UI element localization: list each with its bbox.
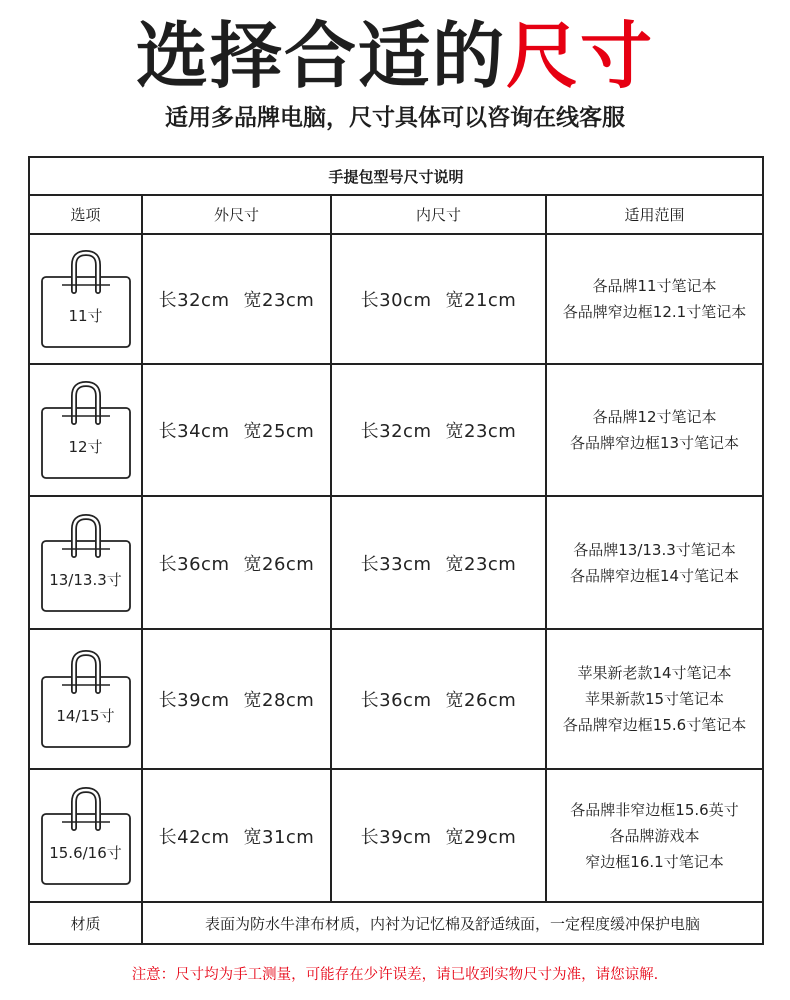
usage-line: 各品牌12寸笔记本	[592, 408, 717, 426]
inner-length: 长32cm	[360, 421, 432, 442]
inner-width: 宽21cm	[445, 290, 517, 311]
size-label: 12寸	[68, 438, 103, 456]
table-row	[29, 234, 763, 364]
outer-length: 长34cm	[158, 421, 230, 442]
table-row	[29, 769, 763, 902]
title-highlight: 尺寸	[506, 14, 655, 98]
inner-width: 宽23cm	[445, 421, 517, 442]
inner-length: 长36cm	[360, 690, 432, 711]
usage-line: 苹果新款15寸笔记本	[584, 690, 725, 708]
page-title	[0, 14, 790, 98]
size-option-cell	[29, 364, 142, 496]
usage-line: 苹果新老款14寸笔记本	[577, 664, 732, 682]
table-caption: 手提包型号尺寸说明	[29, 157, 763, 195]
usage-line: 各品牌窄边框15.6寸笔记本	[562, 716, 747, 734]
usage-cell	[546, 234, 763, 364]
title-main: 选择合适的	[135, 14, 506, 98]
size-table	[28, 156, 764, 945]
material-label: 材质	[29, 902, 142, 944]
usage-line: 各品牌窄边框14寸笔记本	[569, 566, 740, 585]
handbag-icon	[40, 784, 132, 888]
usage-line: 各品牌非窄边框15.6英寸	[570, 800, 739, 819]
size-option-cell	[29, 629, 142, 769]
header-outer-size: 外尺寸	[142, 195, 331, 234]
inner-size-cell	[331, 364, 546, 496]
size-label: 11寸	[68, 307, 103, 325]
outer-size-cell	[142, 234, 331, 364]
material-text: 表面为防水牛津布材质，内衬为记忆棉及舒适绒面，一定程度缓冲保护电脑	[142, 902, 763, 944]
outer-width: 宽31cm	[243, 826, 315, 848]
material-row	[29, 902, 763, 944]
usage-cell	[546, 496, 763, 629]
outer-size-cell	[142, 769, 331, 902]
table-row	[29, 364, 763, 496]
header-option: 选项	[29, 195, 142, 234]
usage-cell	[546, 629, 763, 769]
size-label: 15.6/16寸	[49, 843, 122, 862]
handbag-icon	[40, 511, 132, 615]
table-header-row	[29, 195, 763, 234]
usage-line: 各品牌13/13.3寸笔记本	[573, 540, 736, 559]
outer-width: 宽23cm	[243, 290, 315, 311]
header-inner-size: 内尺寸	[331, 195, 546, 234]
handbag-icon	[40, 247, 132, 351]
usage-line: 窄边框16.1寸笔记本	[585, 852, 724, 871]
inner-length: 长33cm	[360, 553, 432, 575]
inner-size-cell	[331, 234, 546, 364]
outer-size-cell	[142, 629, 331, 769]
table-row	[29, 496, 763, 629]
outer-width: 宽28cm	[243, 690, 315, 711]
inner-width: 宽23cm	[445, 553, 517, 575]
inner-size-cell	[331, 769, 546, 902]
inner-width: 宽29cm	[445, 826, 517, 848]
outer-width: 宽26cm	[243, 553, 315, 575]
outer-length: 长42cm	[158, 826, 230, 848]
usage-line: 各品牌窄边框13寸笔记本	[569, 434, 740, 452]
usage-cell	[546, 769, 763, 902]
size-option-cell	[29, 496, 142, 629]
inner-size-cell	[331, 496, 546, 629]
usage-line: 各品牌游戏本	[609, 826, 700, 845]
outer-length: 长36cm	[158, 553, 230, 575]
outer-size-cell	[142, 496, 331, 629]
usage-line: 各品牌窄边框12.1寸笔记本	[562, 303, 747, 321]
size-label: 14/15寸	[56, 707, 115, 725]
header-usage: 适用范围	[546, 195, 763, 234]
inner-length: 长30cm	[360, 290, 432, 311]
handbag-icon	[40, 378, 132, 482]
size-option-cell	[29, 769, 142, 902]
size-option-cell	[29, 234, 142, 364]
usage-cell	[546, 364, 763, 496]
outer-length: 长32cm	[158, 290, 230, 311]
inner-width: 宽26cm	[445, 690, 517, 711]
page-subtitle: 适用多品牌电脑，尺寸具体可以咨询在线客服	[165, 105, 625, 131]
outer-size-cell	[142, 364, 331, 496]
outer-length: 长39cm	[158, 690, 230, 711]
inner-size-cell	[331, 629, 546, 769]
disclaimer-note: 注意：尺寸均为手工测量，可能存在少许误差，请已收到实物尺寸为准，请您谅解.	[131, 967, 659, 983]
inner-length: 长39cm	[360, 826, 432, 848]
size-label: 13/13.3寸	[49, 570, 122, 589]
table-row	[29, 629, 763, 769]
outer-width: 宽25cm	[243, 421, 315, 442]
handbag-icon	[40, 647, 132, 751]
usage-line: 各品牌11寸笔记本	[592, 277, 717, 295]
